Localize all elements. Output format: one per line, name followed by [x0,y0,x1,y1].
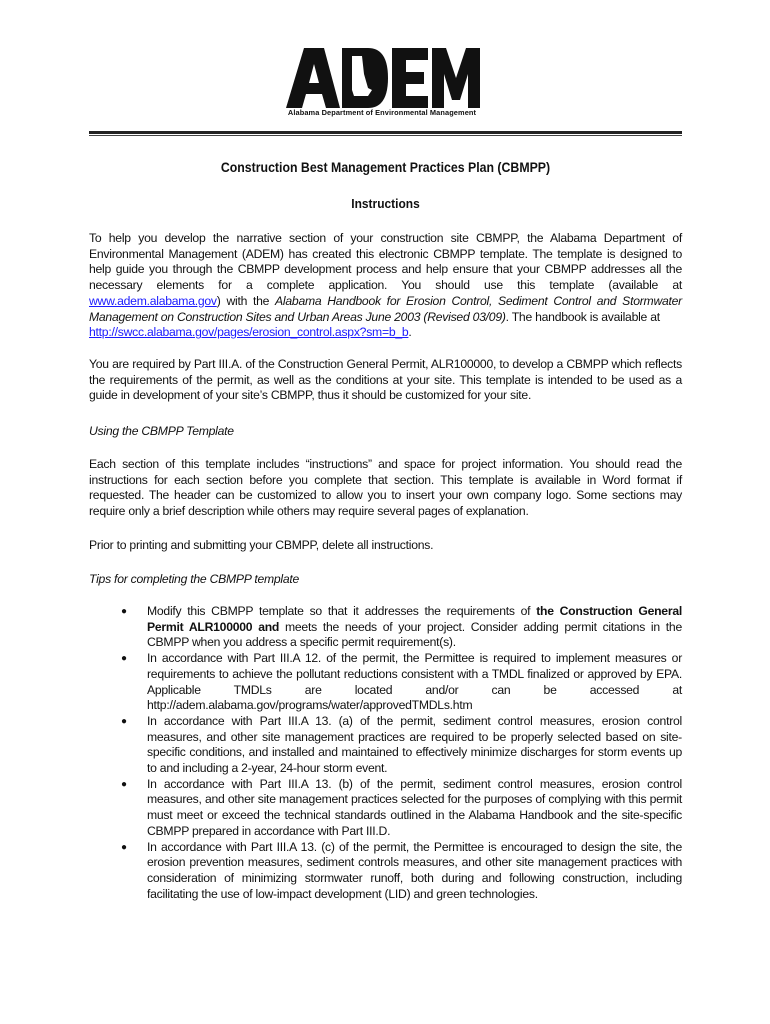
intro-text-1: To help you develop the narrative section of your construction site CBMPP, the Alabama Department of Environmental Management (ADEM) has created this electronic CBMPP template. The template is designed to help guide you through the CBMPP development process and help ensure that your CBMPP addresses all the necessary elements for a complete application. You should use this template (available at [89,231,682,293]
bullet-icon: ● [121,606,127,617]
intro-text-4: . [408,325,412,340]
document-subtitle: Instructions [351,196,420,211]
intro-paragraph [89,231,682,341]
header-rule-thin [89,135,682,136]
bullet-icon: ● [121,653,127,665]
document-title: Construction Best Management Practices Plan (CBMPP) [220,160,551,175]
list-item: ● In accordance with Part III.A 13. (c) of the permit, the Permittee is encouraged to design the site, the erosion prevention measures, sediment controls measures, and other site management practices with consideration of minimizing stormwater runoff, both during and following construction, including facilitating the use of low-impact development (LID) and green technologies. [121,839,682,901]
heading-tips: Tips for completing the CBMPP template [89,572,300,586]
handbook-title: Alabama Handbook for Erosion Control, Sediment Control and Stormwater Management on Construction Sites and Urban Areas June 2003 (Revised 03/09) [89,293,682,324]
list-item: ● In accordance with Part III.A 13. (b) of the permit, sediment control measures, erosion control measures, and other site management practices selected for the purposes of complying with this permit must meet or exceed the technical standards outlined in the Alabama Handbook and the site-specific CBMPP prepared in accordance with Part III.D. [121,776,682,838]
logo-subtitle: Alabama Department of Environmental Management [287,108,477,117]
tips-list [118,604,682,902]
list-item: ● Modify this CBMPP template so that it addresses the requirements of the Construction General Permit ALR100000 and meets the needs of your project. Consider adding permit citations in the CBMPP when you address a specific permit requirement(s). [121,604,682,650]
adem-website-link[interactable]: www.adem.alabama.gov [89,293,217,308]
requirements-paragraph: You are required by Part III.A. of the Construction General Permit, ALR100000, to develop a CBMPP which reflects the requirements of the permit, as well as the conditions at your site. This template is intended to be used as a guide in development of your site’s CBMPP, thus it should be customized for your site. [89,357,682,403]
header-rule-thick [89,131,682,134]
bullet-icon: ● [121,778,127,790]
template-sections-paragraph: Each section of this template includes “instructions” and space for project information. You should read the instructions for each section before you complete that section. This template is available in Word format if requested. The header can be customized to allow you to insert your own company logo. Some sections may require only a brief description while others may require several pages of explanation. [89,457,682,519]
adem-logo [284,44,480,120]
intro-text-2: ) with the [216,293,276,308]
intro-text-3: . The handbook is available at [505,309,660,324]
list-item: ● In accordance with Part III.A 13. (a) of the permit, sediment control measures, erosion control measures, and other site management practices are required to be properly selected based on site-specific conditions, and installed and maintained to effectively minimize discharges for storm events up to and including a 2-year, 24-hour storm event. [121,713,682,776]
handbook-link[interactable]: http://swcc.alabama.gov/pages/erosion_control.aspx?sm=b_b [89,325,409,340]
delete-instructions-paragraph: Prior to printing and submitting your CBMPP, delete all instructions. [89,538,434,552]
bullet-icon: ● [121,715,127,727]
adem-logo-wordmark [284,44,480,110]
heading-using-template: Using the CBMPP Template [89,424,234,438]
bullet-icon: ● [121,841,127,853]
list-item: ● In accordance with Part III.A 12. of the permit, the Permittee is required to implement measures or requirements to achieve the pollutant reductions consistent with a TMDL finalized or approved by EPA. Applicable TMDLs are located and/or can be accessed at http://adem.alabama.gov/programs/water/approvedTMDLs.htm [121,651,682,713]
